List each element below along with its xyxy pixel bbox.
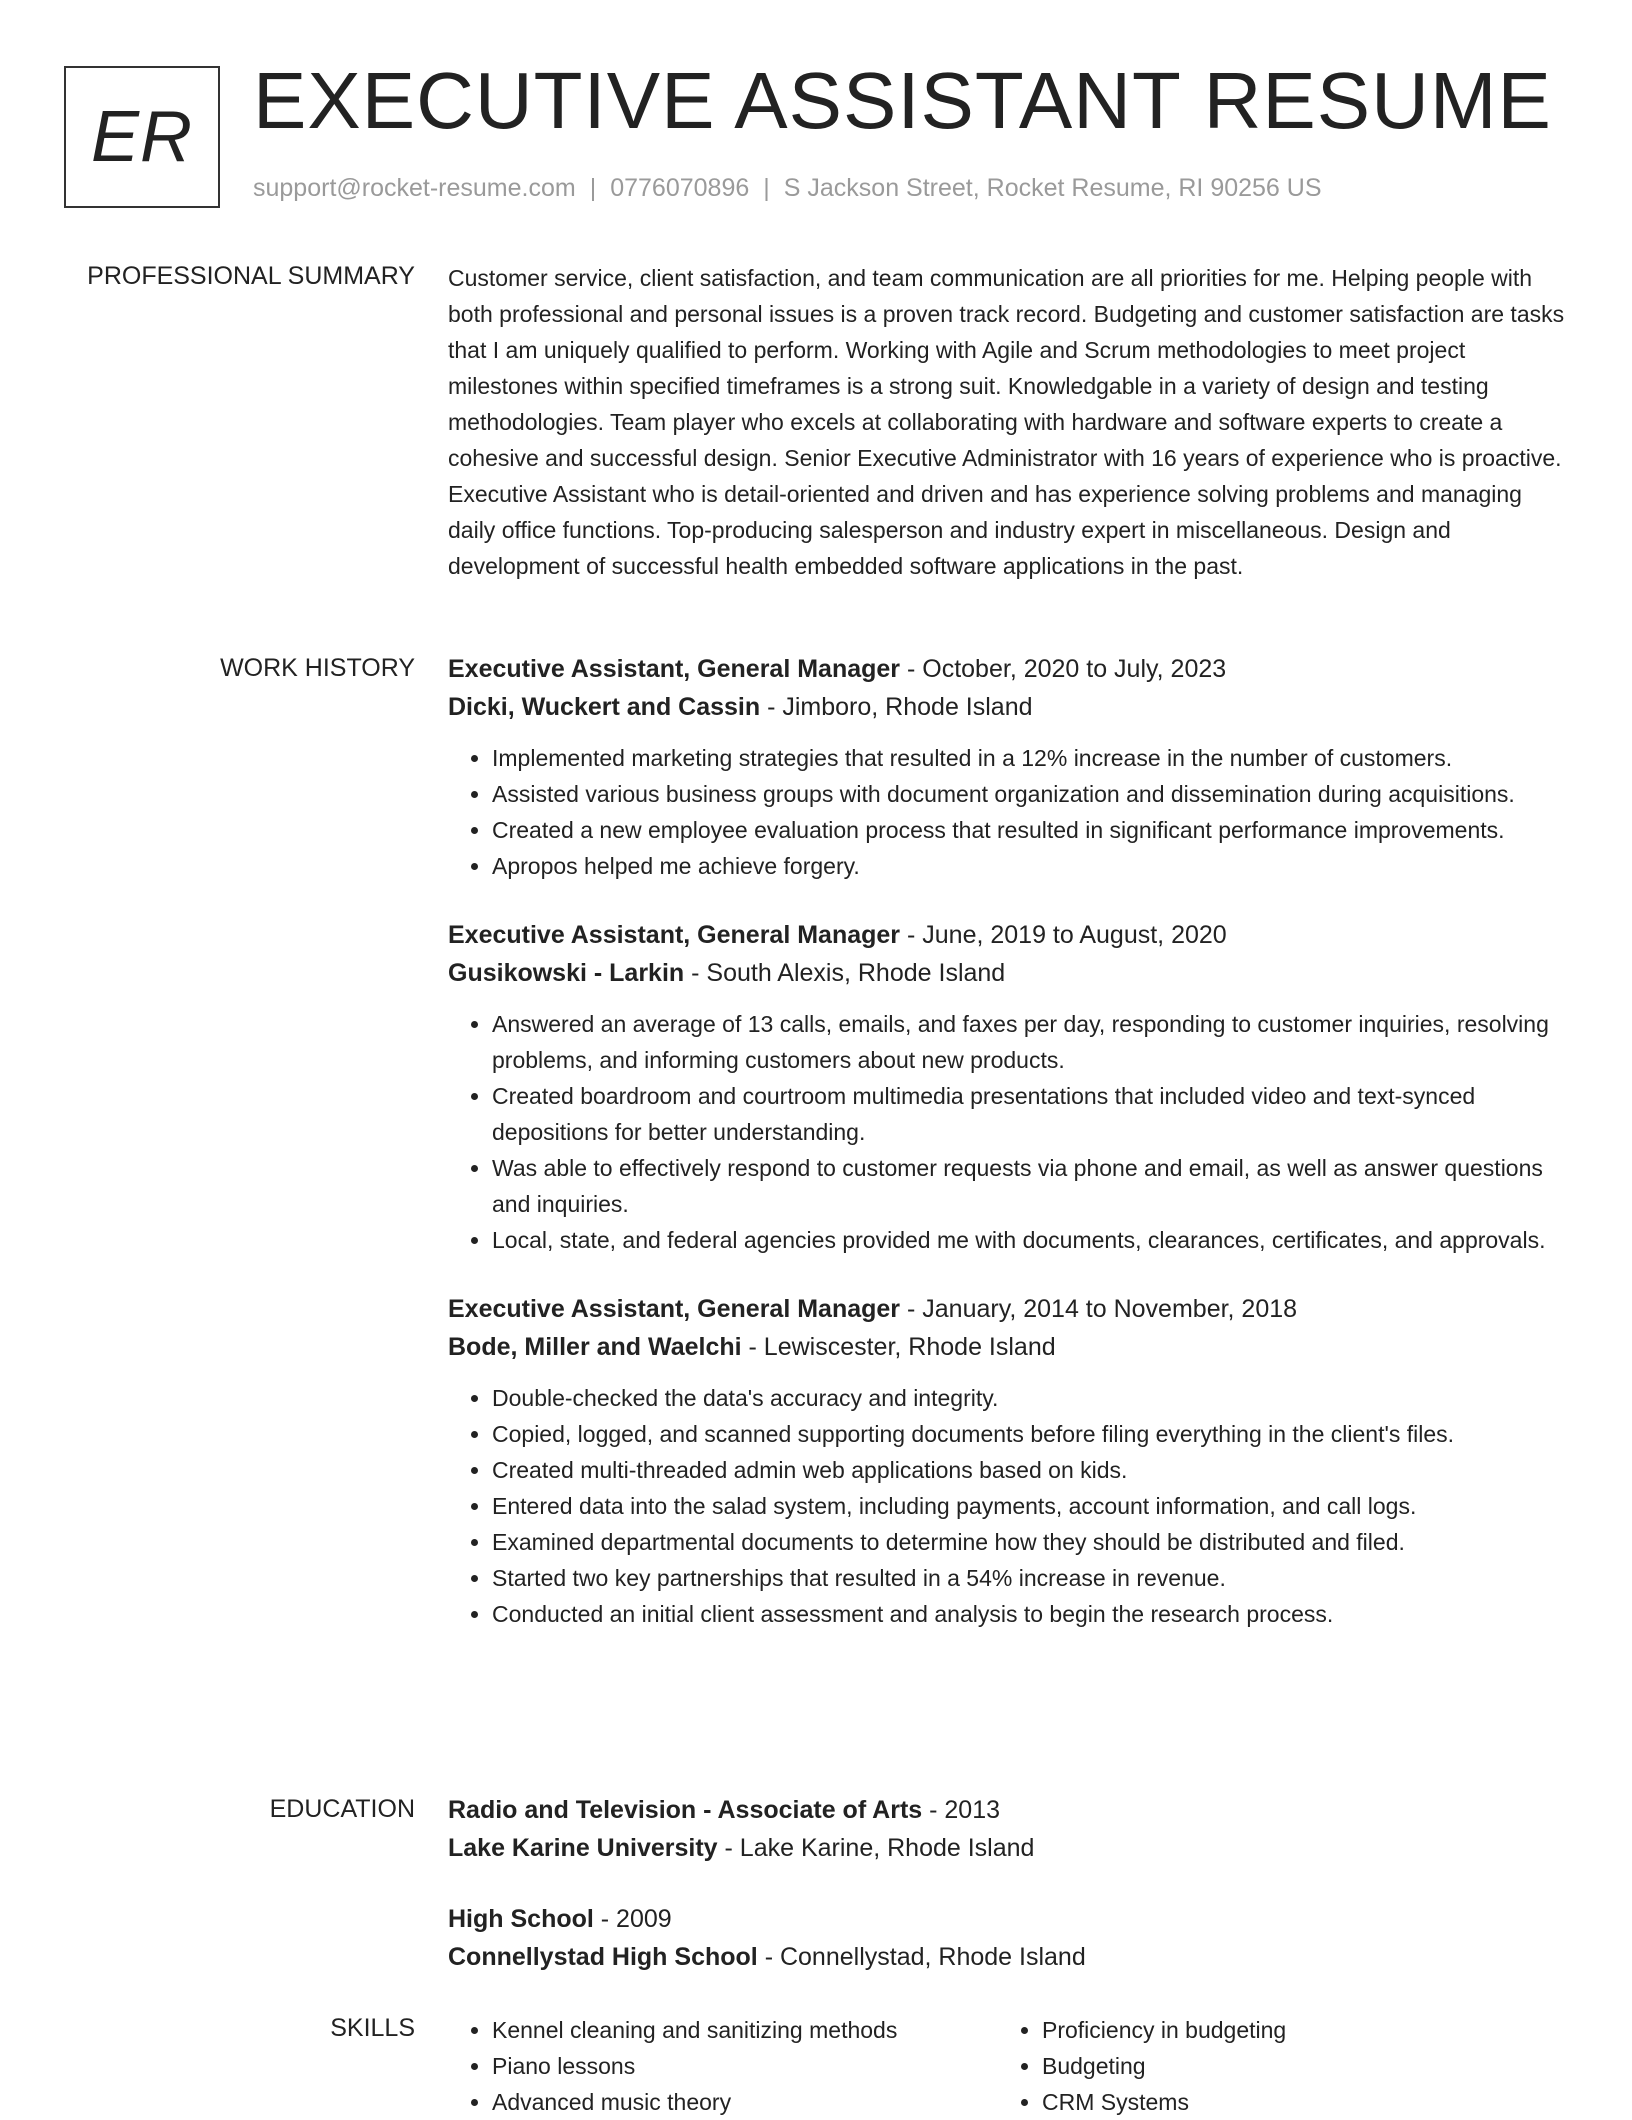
job-location: - South Alexis, Rhode Island [684,959,1006,987]
education-degree: Radio and Television - Associate of Arts [448,1796,923,1824]
summary-text: Customer service, client satisfaction, and team communication are all priorities for me. Helping people with both professional and personal issues is a proven track record. Budgeting and customer satisfaction are tasks that I am uniquely qualified to perform. Working with Agile and Scrum methodologies to meet project milestones within specified timeframes is a strong suit. Knowledgable in a variety of design and testing methodologies. Team player who excels at collaborating with hardware and software experts to create a cohesive and successful design. Senior Executive Administrator with 16 years of experience who is proactive. Executive Assistant who is detail-oriented and driven and has experience solving problems and managing daily office functions. Top-producing salesperson and industry expert in miscellaneous. Design and development of successful health embedded software applications in the past. [448,265,1565,579]
job-title: Executive Assistant, General Manager [448,921,901,949]
job-bullet: • Copied, logged, and scanned supporting documents before filing everything in the client's files. [492,1416,1568,1452]
job-bullet: • Created boardroom and courtroom multimedia presentations that included video and text-synced depositions for better understanding. [492,1078,1568,1150]
education-location: - Connellystad, Rhode Island [757,1943,1086,1971]
education-degree-line [448,1791,1568,1829]
education-school-line [448,1829,1568,1867]
job-title-line [448,650,1568,688]
skills-list-right [998,2012,1548,2120]
section-label-work-history: WORK HISTORY [220,654,415,682]
job-dates: - June, 2019 to August, 2020 [900,921,1227,949]
section-label-education: EDUCATION [269,1795,415,1823]
skill-item: • Piano lessons [492,2048,998,2084]
job-bullets [448,1006,1568,1258]
job-title: Executive Assistant, General Manager [448,655,901,683]
job-title: Executive Assistant, General Manager [448,1295,901,1323]
contact-phone: 0776070896 [610,174,750,202]
contact-separator: | [589,174,597,202]
job-bullet: • Started two key partnerships that resulted in a 54% increase in revenue. [492,1560,1568,1596]
job-company: Gusikowski - Larkin [448,959,685,987]
job-bullet: • Examined departmental documents to determine how they should be distributed and filed. [492,1524,1568,1560]
job-entry [448,650,1568,884]
education-entry [448,1900,1568,1976]
contact-line [253,174,1322,203]
page-title: EXECUTIVE ASSISTANT RESUME [253,56,1552,145]
job-bullet: • Local, state, and federal agencies provided me with documents, clearances, certificates, and approvals. [492,1222,1568,1258]
section-label-summary: PROFESSIONAL SUMMARY [87,262,415,290]
job-company: Dicki, Wuckert and Cassin [448,693,761,721]
job-bullets [448,740,1568,884]
education-year: - 2009 [593,1905,672,1933]
job-location: - Lewiscester, Rhode Island [741,1333,1056,1361]
job-bullet: • Double-checked the data's accuracy and integrity. [492,1380,1568,1416]
job-dates: - January, 2014 to November, 2018 [900,1295,1298,1323]
skills-columns [448,2012,1568,2120]
job-entry [448,1290,1568,1632]
job-bullet: • Assisted various business groups with document organization and dissemination during acquisitions. [492,776,1568,812]
job-bullet: • Created a new employee evaluation process that resulted in significant performance improvements. [492,812,1568,848]
section-label-skills: SKILLS [330,2014,415,2042]
skills-list-left [448,2012,998,2120]
job-bullet: • Created multi-threaded admin web applications based on kids. [492,1452,1568,1488]
contact-address: S Jackson Street, Rocket Resume, RI 90256 US [783,174,1322,202]
monogram-logo: ER [64,66,220,208]
education-entry [448,1791,1568,1867]
skill-item: • Budgeting [1042,2048,1548,2084]
education-school: Connellystad High School [448,1943,758,1971]
education-school: Lake Karine University [448,1834,718,1862]
education-degree: High School [448,1905,594,1933]
job-bullet: • Conducted an initial client assessment and analysis to begin the research process. [492,1596,1568,1632]
job-title-line [448,1290,1568,1328]
job-title-line [448,916,1568,954]
job-bullet: • Apropos helped me achieve forgery. [492,848,1568,884]
skill-item: • Kennel cleaning and sanitizing methods [492,2012,998,2048]
job-bullet: • Entered data into the salad system, including payments, account information, and call logs. [492,1488,1568,1524]
job-company-line [448,688,1568,726]
job-company-line [448,954,1568,992]
skill-item: • CRM Systems [1042,2084,1548,2120]
job-bullets [448,1380,1568,1632]
education-year: - 2013 [922,1796,1001,1824]
education-degree-line [448,1900,1568,1938]
contact-email: support@rocket-resume.com [253,174,576,202]
job-bullet: • Implemented marketing strategies that resulted in a 12% increase in the number of customers. [492,740,1568,776]
job-company: Bode, Miller and Waelchi [448,1333,742,1361]
education-location: - Lake Karine, Rhode Island [717,1834,1035,1862]
skill-item: • Proficiency in budgeting [1042,2012,1548,2048]
job-location: - Jimboro, Rhode Island [760,693,1033,721]
education-school-line [448,1938,1568,1976]
job-bullet: • Answered an average of 13 calls, emails, and faxes per day, responding to customer inquiries, resolving problems, and informing customers about new products. [492,1006,1568,1078]
job-bullet: • Was able to effectively respond to customer requests via phone and email, as well as answer questions and inquiries. [492,1150,1568,1222]
contact-separator: | [763,174,770,202]
skill-item: • Advanced music theory [492,2084,998,2120]
job-company-line [448,1328,1568,1366]
job-entry [448,916,1568,1258]
job-dates: - October, 2020 to July, 2023 [900,655,1227,683]
